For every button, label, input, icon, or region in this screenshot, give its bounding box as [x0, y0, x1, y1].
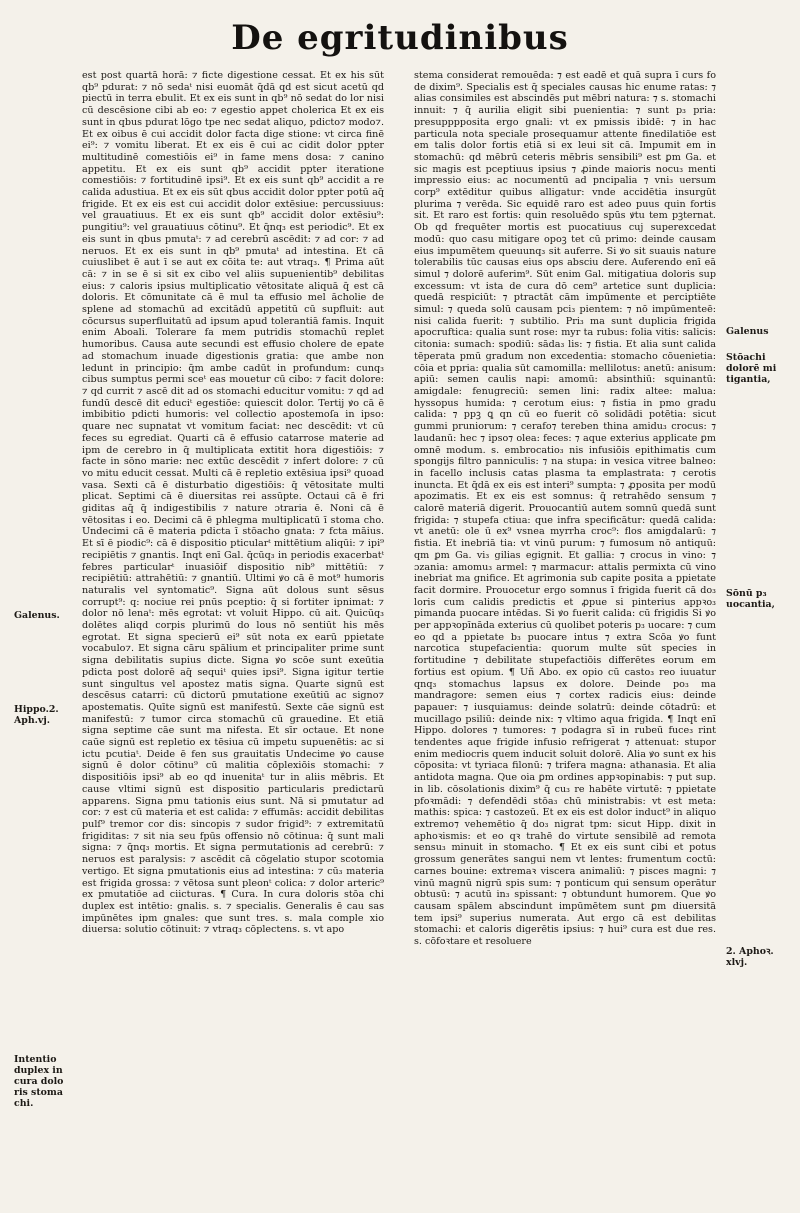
page-title: De egritudinibus [231, 18, 569, 58]
right-paragraph: stema considerat remouēda: ⁊ est eadē et quā supra ī curs fo de dixim⁹. Specialis est q̄ speciales causas hic enume ratas: ⁊ alias consimiles est abscindēs put mēbri natura: ⁊ s. stomachi innuit: ⁊ q̄ aurilia eligit sibi puenientia: ⁊ sunt p₃ pria: presupppposita ergo gnali: vt ex pmissis ibidē: ⁊ in hac particula nota speciale prosequamur attente finedilatiōe est em talis dolor fortis etiā si ex leui sit cā. Impumit em in stomachū: qd mēbrū ceteris mēbris sensibili⁹ est ꝑm Ga. et sic magis est pceptiuus ipsius ⁊ ꝓinde maioris nocu₃ menti impressio eius: ac nocumentū ad pncipalia ⁊ vni₃ uersum corp⁹ extēditur quibus alligatur: vnde accidētia insurgūt plurima ⁊ verēda. Sic equidē raro est adeo puus quin fortis sit. Et raro est fortis: quin resoluēdo spūs ꝟtu tem pꝫternat. Ob qd frequēter mortis est puocatiuus cuj superexcedat modū: quo casu mitigare opoꝫ tet cū primo: deinde causam eius impumētem queuunq₃ sit auferre. Si ꝟo sit suauis nature tolerabilis tūc causas eius ops absciu dere. Auferendo enī eā simul ⁊ dolorē auferim⁹. Sūt enim Gal. mitigatiua doloris sup excessum: vt ista de cura dō cem⁹ artetice sunt duplicia: quedā respiciūt: ⁊ ptractāt cām impūmente et perciptiēte simul: ⁊ queda solū causam pci₃ pientem: ⁊ nō impūmenteē: nisi calida fuerit: ⁊ subtilio. Pri₃ ma sunt duplicia frigida apocruftica: qualia sunt rose: myr ta rubus: folia vitis: salicis: citonia: sumach: spodiū: sāda₃ lis: ⁊ fistia. Et alia sunt calida tēperata pmū gradum non excedentia: stomacho cōuenietia: cōia et ppria: qualia sūt camomilla: mellilotus: anetū: anisum: apiū: semen caulis napi: amomū: absinthiū: squinantū: amigdale: fenugreciū: semen lini: radix altee: malua: hyssopus humida: ⁊ cerotum eius: ⁊ fistia in pmo gradu calida: ⁊ ppꝫ ꝗ qn cū eo fuerit cō solidādi potētia: sicut gummi pruniorum: ⁊ cerafo⁊ tereben thina amidu₃ crocus: ⁊ laudanū: hec ⁊ ipso⁊ olea: feces: ⁊ aque exterius applicate ꝑm omnē modum. s. embrocatio₃ nis infusiōis epithimatis cum spongijs filtro panniculis: ⁊ na stupa: in vesica vitree balneo: in facello inclusis catas plasma ta emplastrata: ⁊ cerotis inuncta. Et q̄dā ex eis est interi⁹ sumpta: ⁊ ꝓposita per modū apozimatis. Et ex eis est somnus: q̄ retrahēdo sensum ⁊ calorē materiā digerit. Prouocantiū autem somnū quedā sunt frigida: ⁊ stupefa ctiua: que infra specificātur: quedā calida: vt anetū: ole ū ex⁹ vsnea myrrha croc⁹: flos amigdalarū: ⁊ fistia. Et inebriā tia: vt vinū purum: ⁊ fumosum nō antiquū: qm ꝑm Ga. vi₃ gilias egignit. Et gallia: ⁊ crocus in vino: ⁊ ɔzania: amomu₃ armel: ⁊ marmacur: attalis permixta cū vino inebriat ma gnifice. Et agrimonia sub capite posita a ppietate facit dormire. Prouocetur ergo somnus ī frigida fuerit cā do₃ loris cum calidis predictis et ꝓpue si pinterius appꝛo₃ pimanda puocare intēdas. Si ꝟo fuerit calida: cū frigidis Si ꝟo per appꝛopīnāda exterius cū quolibet poteris p₃ uocare: ⁊ cum eo qd a ppietate b₃ puocare intus ⁊ extra Scōa ꝟo funt narcotica stupefacientia: quorum multe sūt species in fortitudine ⁊ debilitate stupefactiōis differētes eorum em fortius est opium. ¶ Uñ Abo. ex opio cū casto₃ reo iuuatur qnq₃ stomachus lapsus ex dolore. Deinde po₃ ma mandragore: semen eius ⁊ cortex radicis eius: deinde papauer: ⁊ iusquiamus: deinde solatrū: deinde cōtadrū: et mucillago psiliū: deinde nix: ⁊ vltimo aqua frigida. ¶ Inqt enī Hippo. dolores ⁊ tumores: ⁊ podagra sī in rubeū fuce₃ rint tendentes aque frigide infusio refrigerat ⁊ attenuat: stupor enim mediocris quem inducit soluit dolorē. Alia ꝟo sunt ex his cōposita: vt tyriaca filonū: ⁊ trifera magna: athanasia. Et alia antidota magna. Que oia ꝑm ordines appꝛopinabis: ⁊ put sup. in lib. cōsolationis dixim⁹ q̄ cu₃ re habēte virtutē: ⁊ ppietate pfoꝛmādi: ⁊ defendēdi stōa₃ chū ministrabis: vt est meta: mathis: spica: ⁊ castozeū. Et ex eis est dolor induct⁹ in aliquo extremo⁊ vehemētio q̄ do₃ nigrat tpm: sicut Hipp. dixit in aphoꝛismis: et eo qꝛ trahē do virtute sensibilē ad remota sensu₃ minuit in stomacho. ¶ Et ex eis sunt cibi et potus grossum generātes sangui nem vt lentes: frumentum coctū: carnes bouine: extremaꝛ viscera animaliū: ⁊ pisces magni: ⁊ vinū magnū nigrū spis sum: ⁊ ponticum qui sensum operātur obtusū: ⁊ acutū in₃ spissant: ⁊ obtundunt humorem. Que ꝟo causam spālem abscindunt impūmētem sunt ꝑm diuersitā tem ipsi⁹ superius numerata. Aut ergo cā est debilitas stomachi: et caloris digerētis ipsius: ⁊ hui⁹ cura est due res. s. cōfoꝛtare et resoluere [414, 70, 716, 948]
left-column [82, 70, 384, 1170]
right-column [414, 70, 716, 1182]
margin-note-hippocrates: Hippo.2. Aph.vj. [14, 704, 59, 726]
margin-note-aphorism: 2. Aphoꝛ. xlvj. [726, 946, 774, 968]
margin-note-galenus-left: Galenus. [14, 610, 60, 621]
margin-note-galenus-right: Galenus [726, 326, 769, 337]
margin-note-intentio: Intentio duplex in cura dolo ris stoma chi. [14, 1054, 64, 1109]
left-paragraph: est post quartā horā: ⁊ ficte digestione cessat. Et ex his sūt qb⁹ pdurat: ⁊ nō sedaᵗ nisi euomāt q̄dā qd est sicut acetū qd piectū in terra ebulit. Et ex eis sunt in qb⁹ nō sedat do lor nisi cū descēsione cibi ab eo: ⁊ egestio appet cholerica Et ex eis sunt in qbus pdurat lōgo tpe nec sedat aliquo, pdicto⁊ modo⁊. Et ex oibus ē cui accidit dolor facta dige stione: vt circa finē ei⁹: ⁊ vomitu liberat. Et ex eis ē cui ac cidit dolor ppter multitudinē comestiōis ei⁹ in fame mens dosa: ⁊ canino appetitu. Et ex eis sunt qb⁹ accidit ppter iteratione comestiōis: ⁊ fortitudinē ipsi⁹. Et ex eis sunt qb⁹ accidit a re calida adustiua. Et ex eis sūt qbus accidit dolor ppter potū aq̄ frigide. Et ex eis est cui accidit dolor extēsiue: percussiuus: vel grauatiuus. Et ex eis sunt qb⁹ accidit dolor extēsiu⁹: pungitiu⁹: vel grauatiuus cōtinu⁹. Et q̄nq₃ est periodic⁹. Et ex eis sunt in qbus pmutaᵗ: ⁊ ad cerebrū ascēdit: ⁊ ad cor: ⁊ ad neruos. Et ex eis sunt in qb⁹ pmutaᵗ ad intestina. Et cā cuiuslibet ē aut ī se aut ex cōita te: aut vtraq₃. ¶ Prima aūt cā: ⁊ in se ē si sit ex cibo vel aliis supuenientib⁹ debilitas eius: ⁊ caloris ipsius multiplicatio vētositate aliquā q̄ est cā doloris. Et cōmunitate cā ē mul ta effusio mel ācholie de splene ad stomachū ad excitādū appetitū cū supfluit: aut cōcursus superfluitatū ad ipsum apud tolerantiā famis. Inquit enim Aboali. Tolerare fa mem putridis stomachū replet humoribus. Causa aute secundi est effusio cholere de epate ad stomachum inuade digestionis gratia: que ambe non ledunt in principio: q̄m ambe cadūt in profundum: cunq₃ cibus sumptus permi sceᵗ eas mouetur cū cibo: ⁊ facit dolore: ⁊ qd currit ⁊ ascē dit ad os stomachi educitur vomitu: ⁊ qd ad fundū descē dit educiᵗ egestiōe: quiescit dolor. Tertij ꝟo cā ē imbibitio pdicti humoris: vel collectio apostemoſa in ipso: quare nec supnatat vt vomitum faciat: nec descēdit: vt cū feces su egrediat. Quarti cā ē effusio catarrose materie ad ipm de cerebro in q̄ multiplicata extitit hora digestiōis: ⁊ facte in sōno marie: nec extūc descēdit ⁊ infert dolore: ⁊ cū vo mitu educit cessat. Multi cā ē repletio extēsiua ipsi⁹ quoad vasa. Sexti cā ē disturbatio digestiōis: q̄ vētositate multi plicat. Septimi cā ē diuersitas rei assūpte. Octaui cā ē fri giditas aq̄ q̄ indigestibilis ⁊ nature ɔtraria ē. Noni cā ē vētositas i eo. Decimi cā ē phlegma multiplicatū ī stoma cho. Undecimi cā ē materia pdicta ī stōacho gnata: ⁊ fcta māius. Et sī ē piodic⁹: cā ē dispositio pticularᵗ mittētium aliqūi: ⁊ ipi⁹ recipiētis ⁊ gnantis. Inqt enī Gal. q̄cūq₃ in periodis exacerbatᵗ febres particularᵗ inuasiōif dispositio nib⁹ mittētiū: ⁊ recipiētiū: attrahētiū: ⁊ gnantiū. Ultimi ꝟo cā ē mot⁹ humoris naturalis vel syntomatic⁹. Signa aūt dolous sunt sēsus corrupt⁹: q: nociue rei pnūs pceptio: q̄ si fortiter ipnimat: ⁊ dolor nō lenaᵗ: mēs egrotat: vt voluit Hippo. cū ait. Quicūq₃ dolētes aliqd corpis plurimū do lous nō sentiūt his mēs egrotat. Et signa specierū ei⁹ sūt nota ex earū ppietate vocabulo⁊. Et signa cāru spālium et principaliter prime sunt signa debilitatis supius dicte. Signa ꝟo scōe sunt exeūtia pdicta post dolorē aq̄ sequiᵗ quies ipsi⁹. Signa igitur tertie sunt singultus vel apostez matis signa. Quarte signū est descēsus catarri: cū dictorū pmutatione exeūtiū ac signo⁊ apostematis. Quīte signū est manifestū. Sexte cāe signū est manifestū: ⁊ tumor circa stomachū cū grauedine. Et etiā signa septime cāe sunt ma nifesta. Et sīr octaue. Et none caūe signū est repletio ex tēsiua cū impetu supuenētis: ac si ictu pcutiaᵗ. Deide ē fen sus grauitatis Undecime ꝟo cause signū ē dolor cōtinu⁹ cū malitia cōplexiōis stomachi: ⁊ dispositiōis ipsi⁹ ab eo qd inuenitaᵗ tur in aliis mēbris. Et cause vltimi signū est dispositio particularis predictarū apparens. Signa pmu tationis eius sunt. Nā si pmutatur ad cor: ⁊ est cū materia et est calida: ⁊ effumās: accidit debilitas pulſ⁹ tremor cor dis: sincopis ⁊ sudor frigid⁹: ⁊ extremitatū frigiditas: ⁊ sit nia seu fpūs offensio nō cōtinua: q̄ sunt mali signa: ⁊ q̄nq₃ mortis. Et signa permutationis ad cerebrū: ⁊ neruos est paralysis: ⁊ ascēdit cā cōgelatio stupor scotomia vertigo. Et signa pmutationis eius ad intestina: ⁊ cū₃ materia est frigida grossa: ⁊ vētosa sunt pleonᵗ colica: ⁊ dolor arteric⁹ ex pmutatiōe ad ciicturas. ¶ Cura. In cura doloris stōa chi duplex est intētio: gnalis. s. ⁊ specialis. Generalis ē cau sas impūnētes ipm gnales: que sunt tres. s. mala comple xio diuersa: solutio cōtinuit: ⁊ vtraq₃ cōplectens. s. vt apo [82, 70, 384, 936]
margin-note-somnus: Sōnū p₃ uocantia, [726, 588, 775, 610]
margin-note-stomachi: Stōachi dolorē mi tigantia, [726, 352, 777, 385]
